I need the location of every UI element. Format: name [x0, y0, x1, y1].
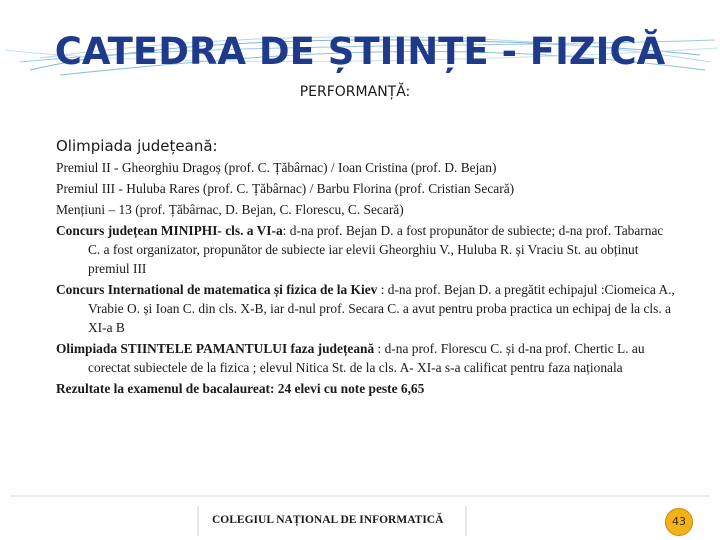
contest-label: Concurs International de matematica și fizica de la Kiev: [56, 282, 378, 297]
contest-paragraph: [56, 221, 676, 278]
contest-text: : d-na prof. Bejan D. a pregătit echipajul :Ciomeica A., Vrabie O. și Ioan C. din cls. X-B, iar d-nul prof. Secara C. a avut pentru proba practica un echipaj de la cls. a XI-a B: [88, 282, 675, 335]
contest-label: Concurs județean MINIPHI- cls. a VI-a: [56, 223, 283, 238]
slide-body: [56, 158, 676, 400]
section-heading: Olimpiada județeană:: [56, 137, 218, 155]
contest-text: : d-na prof. Florescu C. și d-na prof. Chertic L. au corectat subiectele de la fizica ; elevul Nitica St. de la cls. A- XI-a s-a calificat pentru faza naționala: [88, 341, 645, 375]
contest-label: Rezultate la examenul de bacalaureat: 24 elevi cu note peste 6,65: [56, 381, 425, 396]
result-line: Mențiuni – 13 (prof. Țăbârnac, D. Bejan, C. Florescu, C. Secară): [56, 202, 404, 217]
contest-text: : d-na prof. Bejan D. a fost propunător de subiecte; d-na prof. Tabarnac C. a fost organizator, propunător de subiecte iar elevii Gheorghiu V., Huluba R. și Vraciu St. au obținut premiul III: [88, 223, 664, 276]
slide-subtitle: PERFORMANȚĂ:: [270, 80, 440, 104]
contest-paragraph: [56, 280, 676, 337]
contest-paragraph: [56, 339, 676, 377]
page-number-badge: 43: [665, 508, 693, 536]
contest-paragraph: [56, 379, 676, 398]
slide-title: CATEDRA DE ȘTIINȚE - FIZICĂ: [54, 30, 666, 73]
footer-school-name: COLEGIUL NAȚIONAL DE INFORMATICĂ: [212, 514, 444, 526]
contest-label: Olimpiada STIINTELE PAMANTULUI faza județeană: [56, 341, 375, 356]
result-line: Premiul II - Gheorghiu Dragoș (prof. C. Țăbârnac) / Ioan Cristina (prof. D. Bejan): [56, 160, 497, 175]
result-line: Premiul III - Huluba Rares (prof. C. Țăbârnac) / Barbu Florina (prof. Cristian Secară): [56, 181, 515, 196]
